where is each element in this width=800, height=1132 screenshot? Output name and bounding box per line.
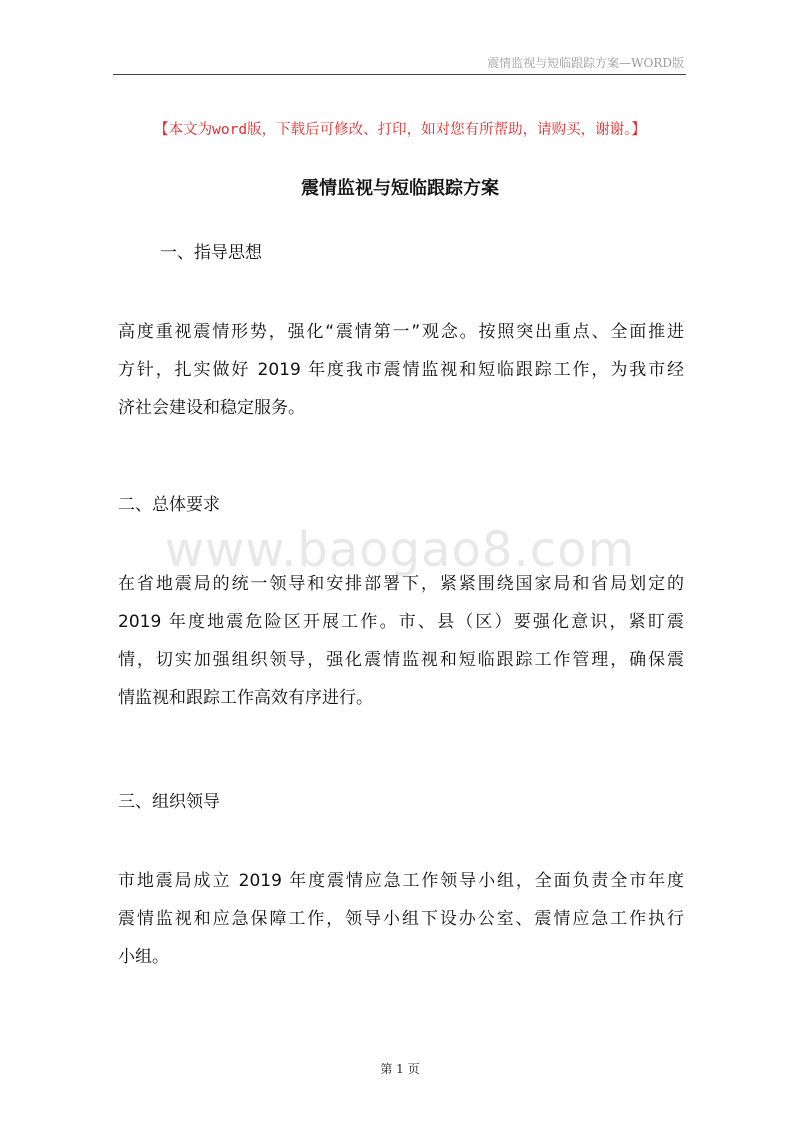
page-number: 第 1 页 — [380, 1062, 420, 1076]
paragraph-line: 在省地震局的统一领导和安排部署下，紧紧围绕国家局和省局划定的 — [118, 574, 684, 594]
paragraph-line: 方针，扎实做好 2019 年度我市震情监视和短临跟踪工作，为我市经 — [118, 360, 684, 380]
paragraph-line: 高度重视震情形势，强化“震情第一”观念。按照突出重点、全面推进 — [118, 322, 684, 342]
header-divider — [113, 74, 686, 75]
paragraph-line: 济社会建设和稳定服务。 — [118, 398, 305, 418]
paragraph-line: 小组。 — [118, 947, 169, 967]
paragraph-line: 情监视和跟踪工作高效有序进行。 — [118, 688, 373, 708]
section-heading-1: 一、指导思想 — [160, 243, 262, 263]
purchase-notice: 【本文为word版，下载后可修改、打印，如对您有所帮助，请购买，谢谢。】 — [154, 122, 646, 138]
document-title: 震情监视与短临跟踪方案 — [301, 178, 499, 199]
watermark: www.baogao8.com — [164, 522, 636, 578]
section-paragraph-1 — [118, 313, 684, 427]
section-paragraph-2 — [118, 565, 684, 717]
section-heading-3: 三、组织领导 — [118, 792, 220, 812]
running-header: 震情监视与短临跟踪方案—WORD版 — [487, 56, 684, 70]
paragraph-line: 2019 年度地震危险区开展工作。市、县（区）要强化意识，紧盯震 — [118, 612, 684, 632]
paragraph-line: 情，切实加强组织领导，强化震情监视和短临跟踪工作管理，确保震 — [118, 650, 684, 670]
section-paragraph-3 — [118, 862, 684, 976]
paragraph-line: 市地震局成立 2019 年度震情应急工作领导小组，全面负责全市年度 — [118, 871, 684, 891]
section-heading-2: 二、总体要求 — [118, 495, 220, 515]
paragraph-line: 震情监视和应急保障工作，领导小组下设办公室、震情应急工作执行 — [118, 909, 684, 929]
